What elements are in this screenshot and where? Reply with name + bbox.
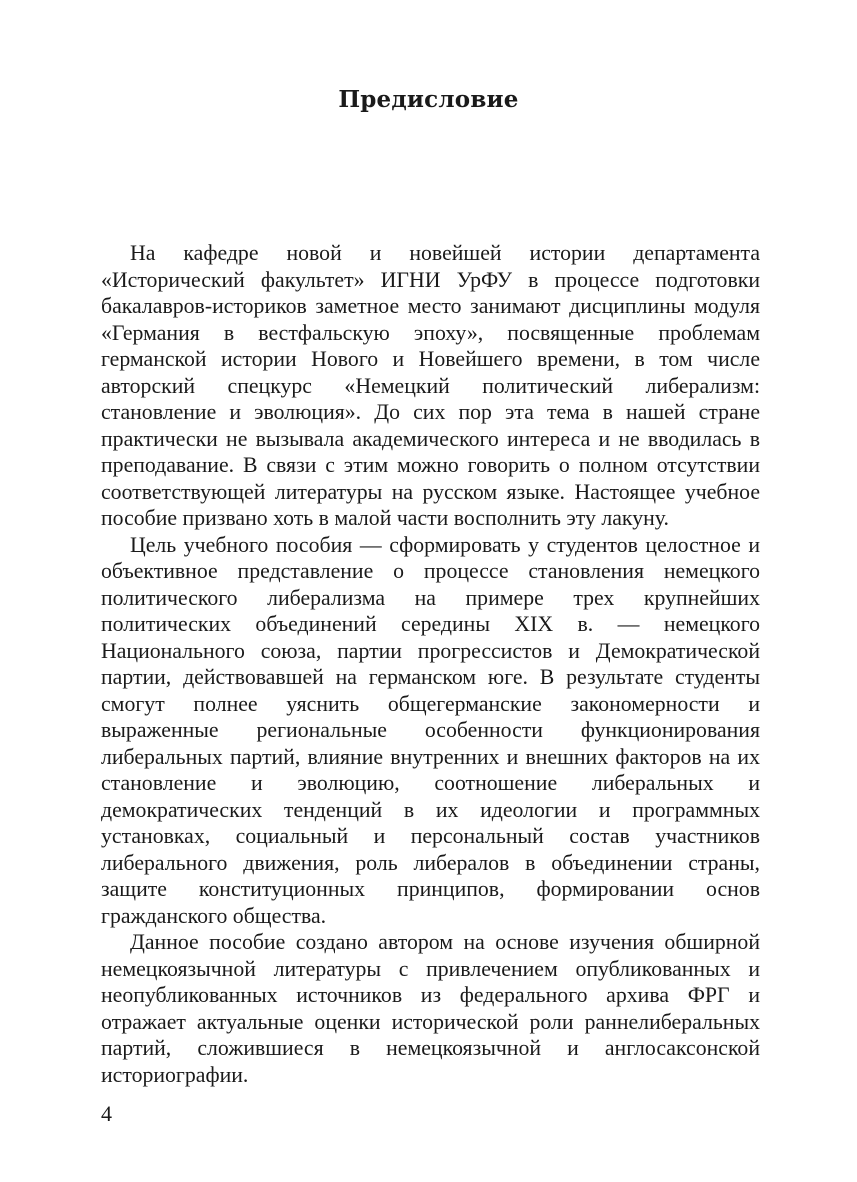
- paragraph-3: Данное пособие создано автором на основе изучения обширной немецкоязычной литературы с привлечением опубликованных и неопубликованных источников из федерального архива ФРГ и отражает актуальные оценки исторической роли раннелиберальных партий, сложившиеся в немецкоязычной и англосаксонской историографии.: [101, 930, 760, 1087]
- page-title: Предисловие: [338, 86, 519, 113]
- body-text: [101, 240, 760, 1088]
- paragraph-2: Цель учебного пособия — сформировать у студентов целостное и объективное представление о процессе становления немецкого политического либерализма на примере трех крупнейших политических объединений середины XIX в. — немецкого Национального союза, партии прогрессистов и Демократической партии, действовавшей на германском юге. В результате студенты смогут полнее уяснить общегерманские закономерности и выраженные региональные особенности функционирования либеральных партий, влияние внутренних и внешних факторов на их становление и эволюцию, соотношение либеральных и демократических тенденций в их идеологии и программных установках, социальный и персональный состав участников либерального движения, роль либералов в объединении страны, защите конституционных принципов, формировании основ гражданского общества.: [101, 532, 760, 928]
- page-number: 4: [101, 1101, 112, 1126]
- paragraph-1: На кафедре новой и новейшей истории департамента «Исторический факультет» ИГНИ УрФУ в процессе подготовки бакалавров-историков заметное место занимают дисциплины модуля «Германия в вестфальскую эпоху», посвященные проблемам германской истории Нового и Новейшего времени, в том числе авторский спецкурс «Немецкий политический либерализм: становление и эволюция». До сих пор эта тема в нашей стране практически не вызывала академического интереса и не вводилась в преподавание. В связи с этим можно говорить о полном отсутствии соответствующей литературы на русском языке. Настоящее учебное пособие призвано хоть в малой части восполнить эту лакуну.: [101, 241, 760, 530]
